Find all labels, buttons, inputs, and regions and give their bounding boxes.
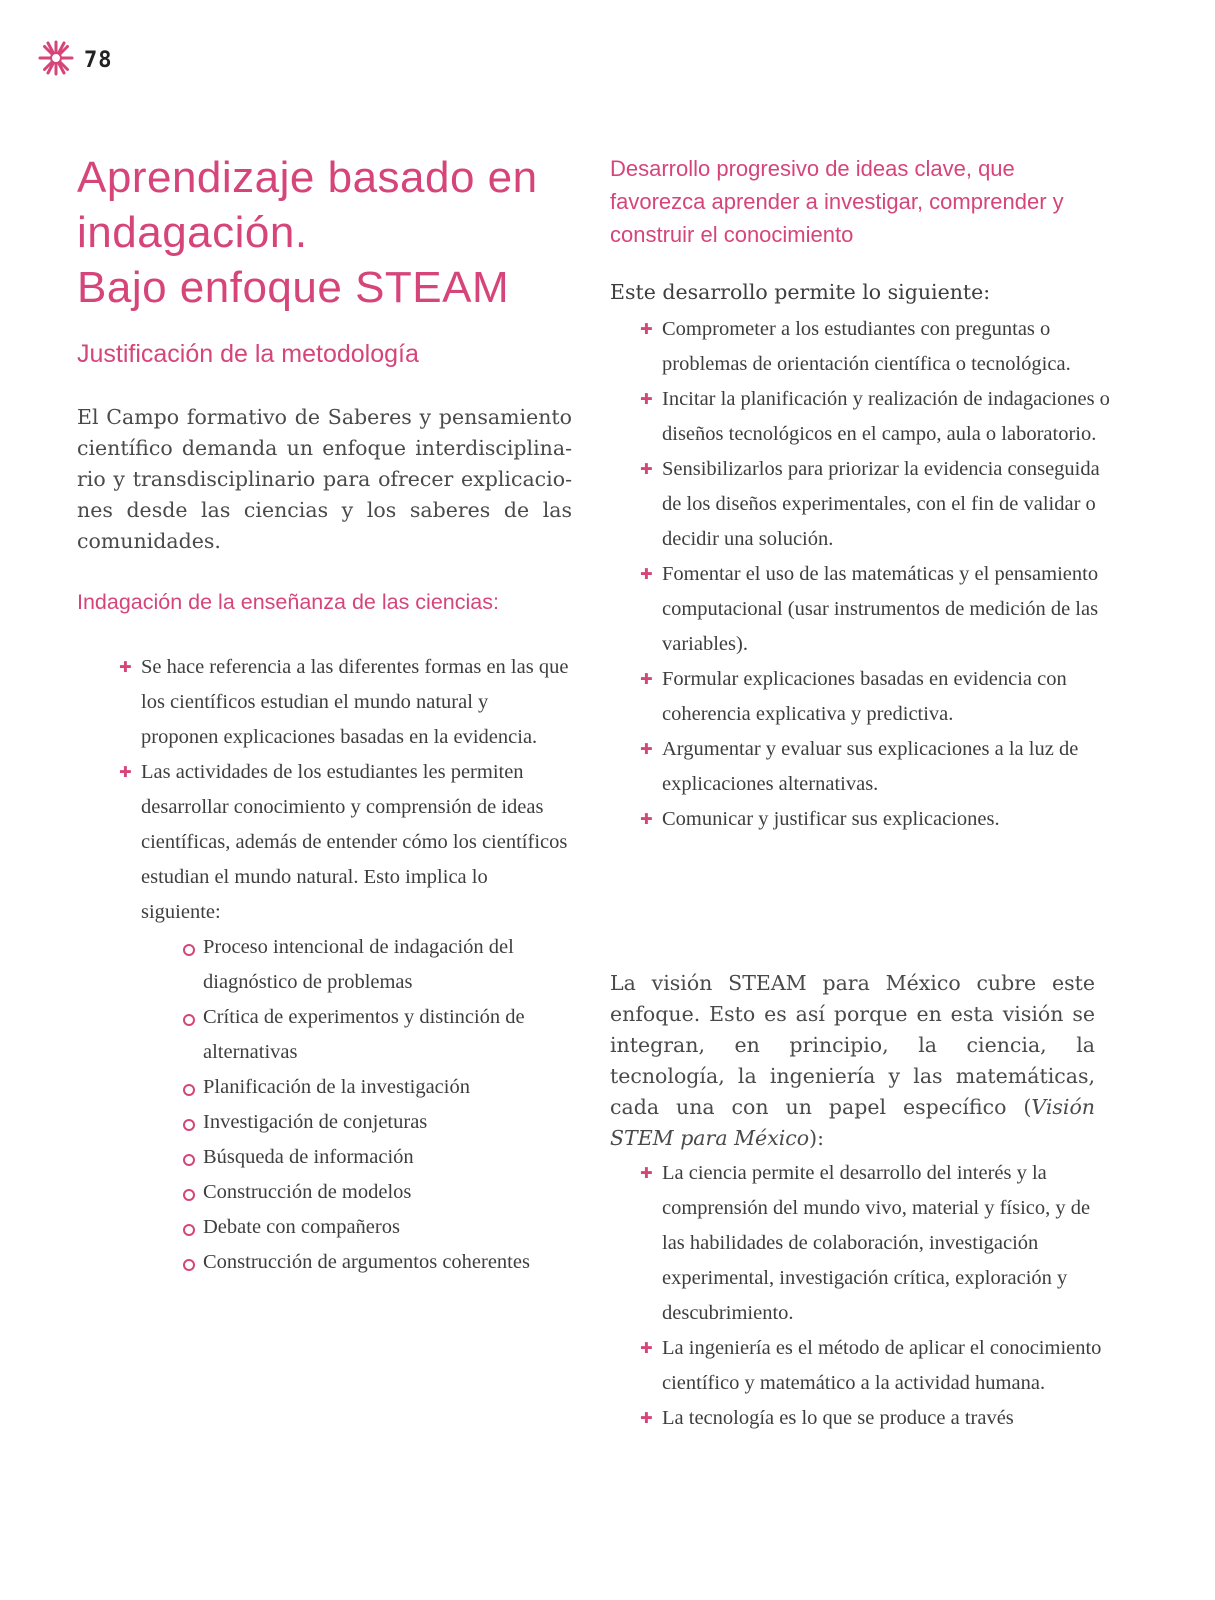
sub-list-item (181, 1070, 569, 1105)
development-list (640, 312, 1110, 837)
circle-bullet-icon (183, 1119, 195, 1131)
title-line-1: Aprendizaje basado en (77, 153, 538, 202)
bullet-icon: ✚ (640, 390, 653, 408)
list-item-text: Argumentar y evaluar sus explicaciones a la luz de explicaciones alternativas. (662, 738, 1079, 795)
list-item-text: Se hace referencia a las diferentes formas en las que los científicos estudian el mundo natural y proponen explicaciones basadas en la evidencia. (141, 656, 569, 748)
sub-list-item (181, 1000, 569, 1070)
list-item-text: Las actividades de los estudiantes les permiten desarrollar conocimiento y comprensión de ideas científicas, además de entender cómo los científicos estudian el mundo natural. Esto implica lo siguiente: (141, 761, 568, 923)
sub-list-item-text: Búsqueda de información (203, 1146, 414, 1168)
list-item (640, 732, 1110, 802)
bullet-icon: ✚ (640, 740, 653, 758)
circle-bullet-icon (183, 944, 195, 956)
list-item (640, 312, 1110, 382)
title-line-3: Bajo enfoque STEAM (77, 263, 510, 312)
sub-list (141, 930, 569, 1280)
list-item-text: Sensibilizarlos para priorizar la evidencia conseguida de los diseños experimentales, con el fin de validar o decidir una solución. (662, 458, 1100, 550)
vision-citation: Visión STEM para México (610, 1095, 1095, 1150)
bullet-icon: ✚ (640, 1409, 653, 1427)
intro-paragraph: El Campo formativo de Saberes y pensamiento científico demanda un enfoque interdisciplinario y transdisciplinario para ofrecer explicaciones desde las ciencias y los saberes de las comunidades. (77, 405, 572, 553)
sub-list-item (181, 1175, 569, 1210)
sub-list-item-text: Investigación de conjeturas (203, 1111, 428, 1133)
sub-list-item (181, 1245, 569, 1280)
list-item (640, 452, 1110, 557)
bullet-icon: ✚ (119, 763, 132, 781)
bullet-icon: ✚ (640, 1164, 653, 1182)
lead-sentence: Este desarrollo permite lo siguiente: (610, 280, 991, 304)
list-item (640, 382, 1110, 452)
circle-bullet-icon (183, 1014, 195, 1026)
list-item (640, 557, 1110, 662)
sub-list-item (181, 930, 569, 1000)
circle-bullet-icon (183, 1189, 195, 1201)
section-subtitle: Justificación de la metodología (77, 340, 419, 368)
bullet-icon: ✚ (640, 810, 653, 828)
sub-list-item-text: Construcción de argumentos coherentes (203, 1251, 530, 1273)
circle-bullet-icon (183, 1154, 195, 1166)
starburst-icon (38, 40, 74, 80)
sub-list-item-text: Planificación de la investigación (203, 1076, 470, 1098)
list-item-text: Fomentar el uso de las matemáticas y el pensamiento computacional (usar instrumentos de medición de las variables). (662, 563, 1099, 655)
title-line-2: indagación. (77, 208, 308, 257)
page-header (38, 40, 113, 80)
bullet-icon: ✚ (640, 320, 653, 338)
list-item (640, 1401, 1110, 1436)
vision-text-start: La visión (610, 971, 729, 995)
bullet-icon: ✚ (640, 460, 653, 478)
bullet-icon: ✚ (119, 658, 132, 676)
list-item-text: Formular explicaciones basadas en evidencia con coherencia explicativa y predictiva. (662, 668, 1067, 725)
sub-list-item-text: Debate con compañeros (203, 1216, 400, 1238)
list-item-text: Comprometer a los estudiantes con preguntas o problemas de orientación científica o tecnológica. (662, 318, 1071, 375)
sub-list-item (181, 1210, 569, 1245)
steam-acronym: STEAM (728, 971, 807, 995)
sub-list-item-text: Crítica de experimentos y distinción de alternativas (203, 1006, 525, 1063)
circle-bullet-icon (183, 1084, 195, 1096)
list-item (640, 662, 1110, 732)
inquiry-list (119, 650, 569, 1280)
inquiry-heading: Indagación de la enseñanza de las ciencias: (77, 590, 499, 614)
page-number: 78 (84, 47, 113, 73)
list-item (640, 1156, 1110, 1331)
steam-vision-paragraph (610, 968, 1095, 1154)
list-item (640, 1331, 1110, 1401)
bullet-icon: ✚ (640, 565, 653, 583)
circle-bullet-icon (183, 1259, 195, 1271)
bullet-icon: ✚ (640, 670, 653, 688)
list-item-text: Comunicar y justificar sus explicaciones. (662, 808, 1000, 830)
sub-list-item (181, 1105, 569, 1140)
sub-list-item-text: Construcción de modelos (203, 1181, 412, 1203)
circle-bullet-icon (183, 1224, 195, 1236)
list-item-text: Incitar la planificación y realización de indagaciones o diseños tecnológicos en el campo, aula o laboratorio. (662, 388, 1110, 445)
progressive-development-heading: Desarrollo progresivo de ideas clave, que favorezca aprender a investigar, comprender y construir el conocimiento (610, 156, 1064, 247)
vision-text-body: para México cubre este enfoque. Esto es así porque en esta visión se integran, en principio, la ciencia, la tecnología, la ingeniería y las matemáticas, cada una con un papel específico ( (610, 971, 1095, 1119)
list-item-text: La ingeniería es el método de aplicar el conocimiento científico y matemático a la actividad humana. (662, 1337, 1102, 1394)
page-title (77, 150, 538, 315)
list-item (119, 650, 569, 755)
list-item (119, 755, 569, 1280)
sub-list-item-text: Proceso intencional de indagación del diagnóstico de problemas (203, 936, 514, 993)
list-item-text: La tecnología es lo que se produce a través (662, 1407, 1014, 1429)
disciplines-list (640, 1156, 1110, 1436)
vision-text-end: ): (809, 1126, 825, 1150)
list-item (640, 802, 1110, 837)
list-item-text: La ciencia permite el desarrollo del interés y la comprensión del mundo vivo, material y físico, y de las habilidades de colaboración, investigación experimental, investigación crítica, exploración y descubrimiento. (662, 1162, 1091, 1324)
sub-list-item (181, 1140, 569, 1175)
bullet-icon: ✚ (640, 1339, 653, 1357)
